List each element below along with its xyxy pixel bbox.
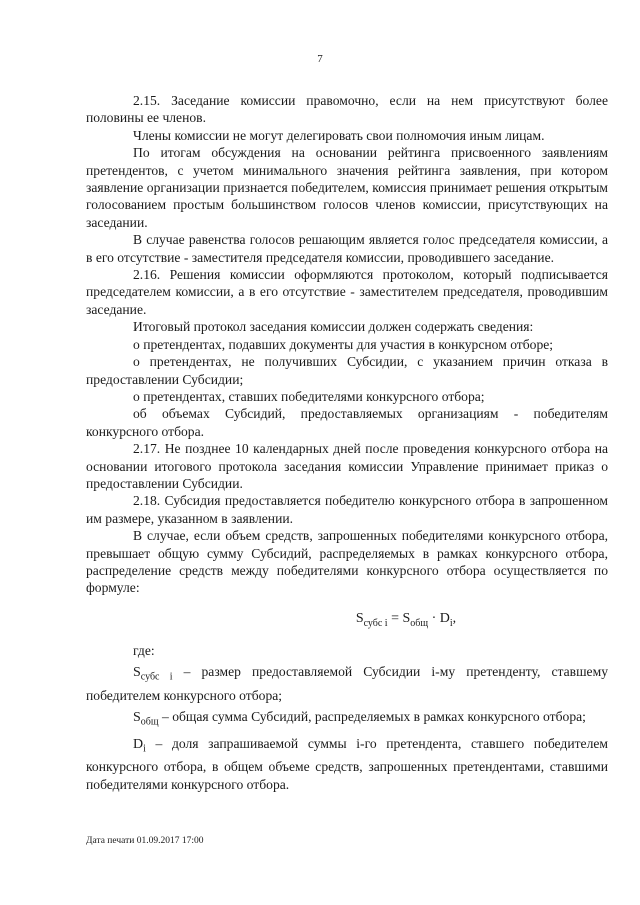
formula-operator: = (387, 610, 403, 626)
formula-subscript: i (449, 617, 453, 629)
definition-subscript: общ (140, 716, 159, 728)
definition-subscript: i (143, 743, 146, 755)
page-number: 7 (317, 53, 323, 65)
definition-symbol: S (133, 709, 141, 725)
paragraph: 2.17. Не позднее 10 календарных дней после проведения конкурсного отбора на основании итогового протокола заседания комиссии Управление принимает приказ о предоставлении Субсидии. (86, 441, 608, 491)
document-body (86, 92, 608, 793)
formula-punctuation: , (452, 610, 457, 626)
definition-item (86, 708, 608, 731)
print-date-footer: Дата печати 01.09.2017 17:00 (86, 836, 204, 846)
definition-item (86, 735, 608, 793)
definition-text: – общая сумма Субсидий, распределяемых в рамках конкурсного отбора; (158, 708, 586, 724)
list-item: о претендентах, не получивших Субсидии, с указанием причин отказа в предоставлении Субсидии; (86, 354, 608, 387)
paragraph: Итоговый протокол заседания комиссии должен содержать сведения: (133, 319, 534, 335)
formula-operator: · (428, 610, 440, 626)
list-item: об объемах Субсидий, предоставляемых организациям - победителям конкурсного отбора. (86, 406, 608, 439)
paragraph: 2.18. Субсидия предоставляется победителю конкурсного отбора в запрошенном им размере, указанном в заявлении. (86, 493, 608, 526)
paragraph: Члены комиссии не могут делегировать свои полномочия иным лицам. (133, 127, 545, 143)
definition-symbol: S (133, 665, 141, 681)
definition-text: – доля запрашиваемой суммы i-го претендента, ставшего победителем конкурсного отбора, в общем объеме средств, запрошенных претендентами, ставшими победителями конкурсного отбора. (86, 736, 608, 792)
definition-subscript: субс i (140, 672, 173, 684)
formula-subscript: общ (410, 617, 429, 629)
formula-symbol: D (439, 610, 450, 626)
distribution-formula (204, 610, 608, 632)
definition-item (86, 663, 608, 704)
paragraph: По итогам обсуждения на основании рейтинга присвоенного заявлениям претендентов, с учетом минимального значения рейтинга заявления, при котором заявление организации признается победителем, комиссия принимает решения открытым голосованием простым большинством голосов членов комиссии, присутствующих на заседании. (86, 145, 608, 230)
formula-symbol: S (402, 610, 411, 626)
list-item: о претендентах, ставших победителями конкурсного отбора; (133, 388, 485, 404)
paragraph: 2.15. Заседание комиссии правомочно, если на нем присутствуют более половины ее членов. (86, 93, 608, 126)
definition-symbol: D (133, 737, 144, 753)
where-label: где: (133, 642, 155, 658)
list-item: о претендентах, подавших документы для участия в конкурсном отборе; (133, 336, 554, 352)
definition-text: – размер предоставляемой Субсидии i-му претенденту, ставшему победителем конкурсного отбора; (86, 664, 608, 703)
paragraph: 2.16. Решения комиссии оформляются протоколом, который подписывается председателем комиссии, а в его отсутствие - заместителем председателя, проводившим заседание. (86, 267, 608, 317)
formula-subscript: субс i (363, 617, 388, 629)
paragraph: В случае, если объем средств, запрошенных победителями конкурсного отбора, превышает общую сумму Субсидий, распределяемых в рамках конкурсного отбора, распределение средств между победителями конкурсного отбора осуществляется по формуле: (86, 528, 608, 596)
formula-symbol: S (355, 610, 364, 626)
paragraph: В случае равенства голосов решающим является голос председателя комиссии, а в его отсутствие - заместителя председателя комиссии, проводившего заседание. (86, 232, 608, 265)
